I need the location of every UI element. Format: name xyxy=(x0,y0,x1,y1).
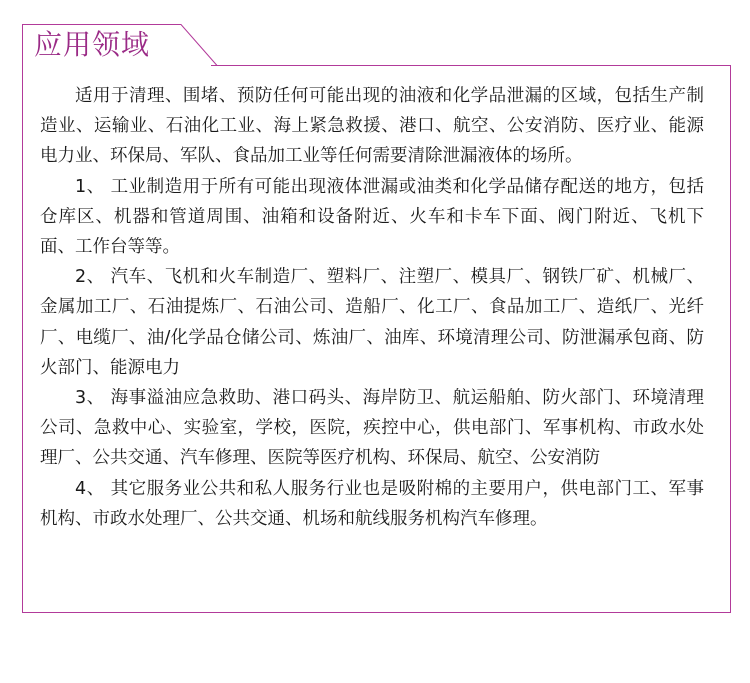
paragraph-services: 4、 其它服务业公共和私人服务行业也是吸附棉的主要用户，供电部门工、军事机构、市政水处理厂、公共交通、机场和航线服务机构汽车修理。 xyxy=(40,478,704,529)
section-title-tab xyxy=(22,24,218,66)
paragraph-factories: 2、 汽车、飞机和火车制造厂、塑料厂、注塑厂、模具厂、钢铁厂矿、机械厂、金属加工厂、石油提炼厂、石油公司、造船厂、化工厂、食品加工厂、造纸厂、光纤厂、电缆厂、油/化学品仓储公司、炼油厂、油库、环境清理公司、防泄漏承包商、防火部门、能源电力 xyxy=(40,267,704,378)
application-description xyxy=(40,81,704,534)
paragraph-industrial-manufacturing: 1、 工业制造用于所有可能出现液体泄漏或油类和化学品储存配送的地方，包括仓库区、机器和管道周围、油箱和设备附近、火车和卡车下面、阀门附近、飞机下面、工作台等等。 xyxy=(40,176,704,258)
section-title: 应用领域 xyxy=(34,28,151,61)
intro-paragraph: 适用于清理、围堵、预防任何可能出现的油液和化学品泄漏的区域，包括生产制造业、运输业、石油化工业、海上紧急救援、港口、航空、公安消防、医疗业、能源电力业、环保局、军队、食品加工业等任何需要清除泄漏液体的场所。 xyxy=(40,86,704,167)
paragraph-maritime-public: 3、 海事溢油应急救助、港口码头、海岸防卫、航运船舶、防火部门、环境清理公司、急救中心、实验室，学校，医院，疾控中心，供电部门、军事机构、市政水处理厂、公共交通、汽车修理、医院等医疗机构、环保局、航空、公安消防 xyxy=(40,388,704,469)
